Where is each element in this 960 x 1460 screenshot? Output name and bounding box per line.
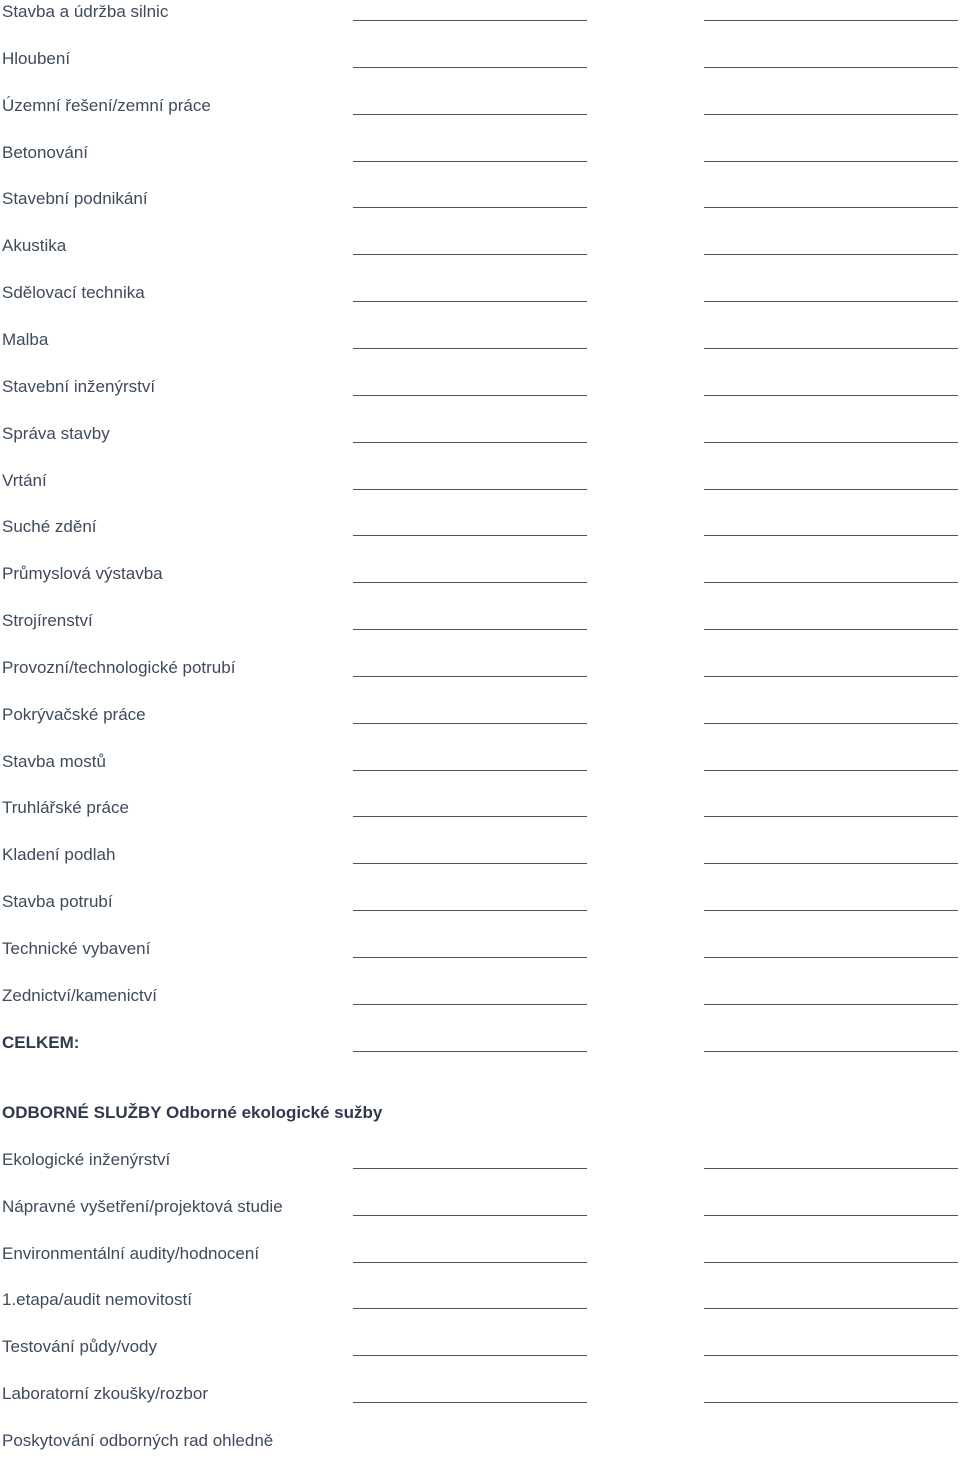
blank-field-1[interactable]	[353, 207, 587, 208]
form-row	[0, 48, 960, 78]
row-label: Truhlářské práce	[2, 798, 129, 817]
form-row	[0, 1289, 960, 1319]
row-label: Strojírenství	[2, 611, 93, 630]
blank-field-2[interactable]	[704, 442, 958, 443]
form-row	[0, 470, 960, 500]
blank-field-2[interactable]	[704, 863, 958, 864]
blank-field-1[interactable]	[353, 723, 587, 724]
blank-field-1[interactable]	[353, 676, 587, 677]
blank-field-1[interactable]	[353, 395, 587, 396]
blank-field-1[interactable]	[353, 301, 587, 302]
blank-field-2[interactable]	[704, 1215, 958, 1216]
blank-field-1[interactable]	[353, 442, 587, 443]
form-row	[0, 610, 960, 640]
form-row	[0, 1196, 960, 1226]
blank-field-2[interactable]	[704, 254, 958, 255]
row-label: Stavební podnikání	[2, 189, 148, 208]
row-label: Ekologické inženýrství	[2, 1150, 171, 1169]
blank-field-2[interactable]	[704, 20, 958, 21]
form-row	[0, 516, 960, 546]
row-label: Akustika	[2, 236, 67, 255]
blank-field-1[interactable]	[353, 1168, 587, 1169]
row-label: Malba	[2, 330, 49, 349]
form-row	[0, 1243, 960, 1273]
blank-field-1[interactable]	[353, 161, 587, 162]
blank-field-1[interactable]	[353, 1308, 587, 1309]
blank-field-1[interactable]	[353, 1355, 587, 1356]
row-label: Územní řešení/zemní práce	[2, 96, 211, 115]
form-row	[0, 891, 960, 921]
blank-field-1[interactable]	[353, 535, 587, 536]
row-label: Betonování	[2, 143, 89, 162]
form-row	[0, 1032, 960, 1062]
blank-field-1[interactable]	[353, 20, 587, 21]
blank-field-1[interactable]	[353, 1051, 587, 1052]
section-heading	[0, 1430, 960, 1460]
blank-field-2[interactable]	[704, 114, 958, 115]
row-label: Stavba a údržba silnic	[2, 2, 169, 21]
form-row	[0, 142, 960, 172]
blank-field-1[interactable]	[353, 770, 587, 771]
blank-field-2[interactable]	[704, 395, 958, 396]
blank-field-2[interactable]	[704, 161, 958, 162]
blank-field-1[interactable]	[353, 489, 587, 490]
form-row	[0, 1, 960, 31]
form-row	[0, 1149, 960, 1179]
blank-field-2[interactable]	[704, 1051, 958, 1052]
form-row	[0, 797, 960, 827]
row-label: Suché zdění	[2, 517, 97, 536]
row-label: Testování půdy/vody	[2, 1337, 157, 1356]
blank-field-2[interactable]	[704, 723, 958, 724]
section-heading	[0, 1102, 960, 1132]
form-row	[0, 704, 960, 734]
blank-field-1[interactable]	[353, 114, 587, 115]
form-row	[0, 1383, 960, 1413]
blank-field-1[interactable]	[353, 816, 587, 817]
blank-field-1[interactable]	[353, 582, 587, 583]
blank-field-2[interactable]	[704, 910, 958, 911]
row-label: Stavba potrubí	[2, 892, 113, 911]
row-label: Pokrývačské práce	[2, 705, 146, 724]
blank-field-2[interactable]	[704, 770, 958, 771]
form-row	[0, 563, 960, 593]
blank-field-1[interactable]	[353, 348, 587, 349]
heading-text: ODBORNÉ SLUŽBY Odborné ekologické sužby	[2, 1103, 383, 1122]
blank-field-2[interactable]	[704, 535, 958, 536]
form-row	[0, 235, 960, 265]
row-label: Vrtání	[2, 471, 47, 490]
row-label: Provozní/technologické potrubí	[2, 658, 236, 677]
blank-field-1[interactable]	[353, 1215, 587, 1216]
row-label: Sdělovací technika	[2, 283, 145, 302]
blank-field-2[interactable]	[704, 348, 958, 349]
blank-field-2[interactable]	[704, 1004, 958, 1005]
blank-field-1[interactable]	[353, 1402, 587, 1403]
form-row	[0, 751, 960, 781]
blank-field-2[interactable]	[704, 816, 958, 817]
row-label: Hloubení	[2, 49, 71, 68]
form-row	[0, 282, 960, 312]
blank-field-1[interactable]	[353, 863, 587, 864]
form-row	[0, 423, 960, 453]
row-label: Kladení podlah	[2, 845, 116, 864]
blank-field-2[interactable]	[704, 957, 958, 958]
row-label: Stavební inženýrství	[2, 377, 156, 396]
blank-field-2[interactable]	[704, 1262, 958, 1263]
row-label: Environmentální audity/hodnocení	[2, 1244, 260, 1263]
blank-field-2[interactable]	[704, 582, 958, 583]
blank-field-2[interactable]	[704, 676, 958, 677]
blank-field-2[interactable]	[704, 1168, 958, 1169]
form-row	[0, 657, 960, 687]
blank-field-2[interactable]	[704, 1355, 958, 1356]
row-label: CELKEM:	[2, 1033, 80, 1052]
heading-text: Poskytování odborných rad ohledně	[2, 1431, 274, 1450]
row-label: Průmyslová výstavba	[2, 564, 163, 583]
blank-field-2[interactable]	[704, 489, 958, 490]
blank-field-2[interactable]	[704, 629, 958, 630]
blank-field-2[interactable]	[704, 207, 958, 208]
row-label: Laboratorní zkoušky/rozbor	[2, 1384, 208, 1403]
blank-field-1[interactable]	[353, 1004, 587, 1005]
form-row	[0, 844, 960, 874]
form-row	[0, 985, 960, 1015]
row-label: Nápravné vyšetření/projektová studie	[2, 1197, 283, 1216]
row-label: Správa stavby	[2, 424, 110, 443]
form-row	[0, 329, 960, 359]
row-label: Technické vybavení	[2, 939, 151, 958]
form-row	[0, 188, 960, 218]
blank-field-2[interactable]	[704, 67, 958, 68]
blank-field-1[interactable]	[353, 629, 587, 630]
blank-field-1[interactable]	[353, 67, 587, 68]
blank-field-2[interactable]	[704, 301, 958, 302]
form-row	[0, 938, 960, 968]
form-row	[0, 1336, 960, 1366]
blank-field-2[interactable]	[704, 1308, 958, 1309]
blank-field-1[interactable]	[353, 910, 587, 911]
blank-field-1[interactable]	[353, 1262, 587, 1263]
blank-field-1[interactable]	[353, 957, 587, 958]
blank-field-2[interactable]	[704, 1402, 958, 1403]
form-row	[0, 376, 960, 406]
row-label: Stavba mostů	[2, 752, 106, 771]
row-label: 1.etapa/audit nemovitostí	[2, 1290, 192, 1309]
row-label: Zednictví/kamenictví	[2, 986, 157, 1005]
form-row	[0, 95, 960, 125]
blank-field-1[interactable]	[353, 254, 587, 255]
